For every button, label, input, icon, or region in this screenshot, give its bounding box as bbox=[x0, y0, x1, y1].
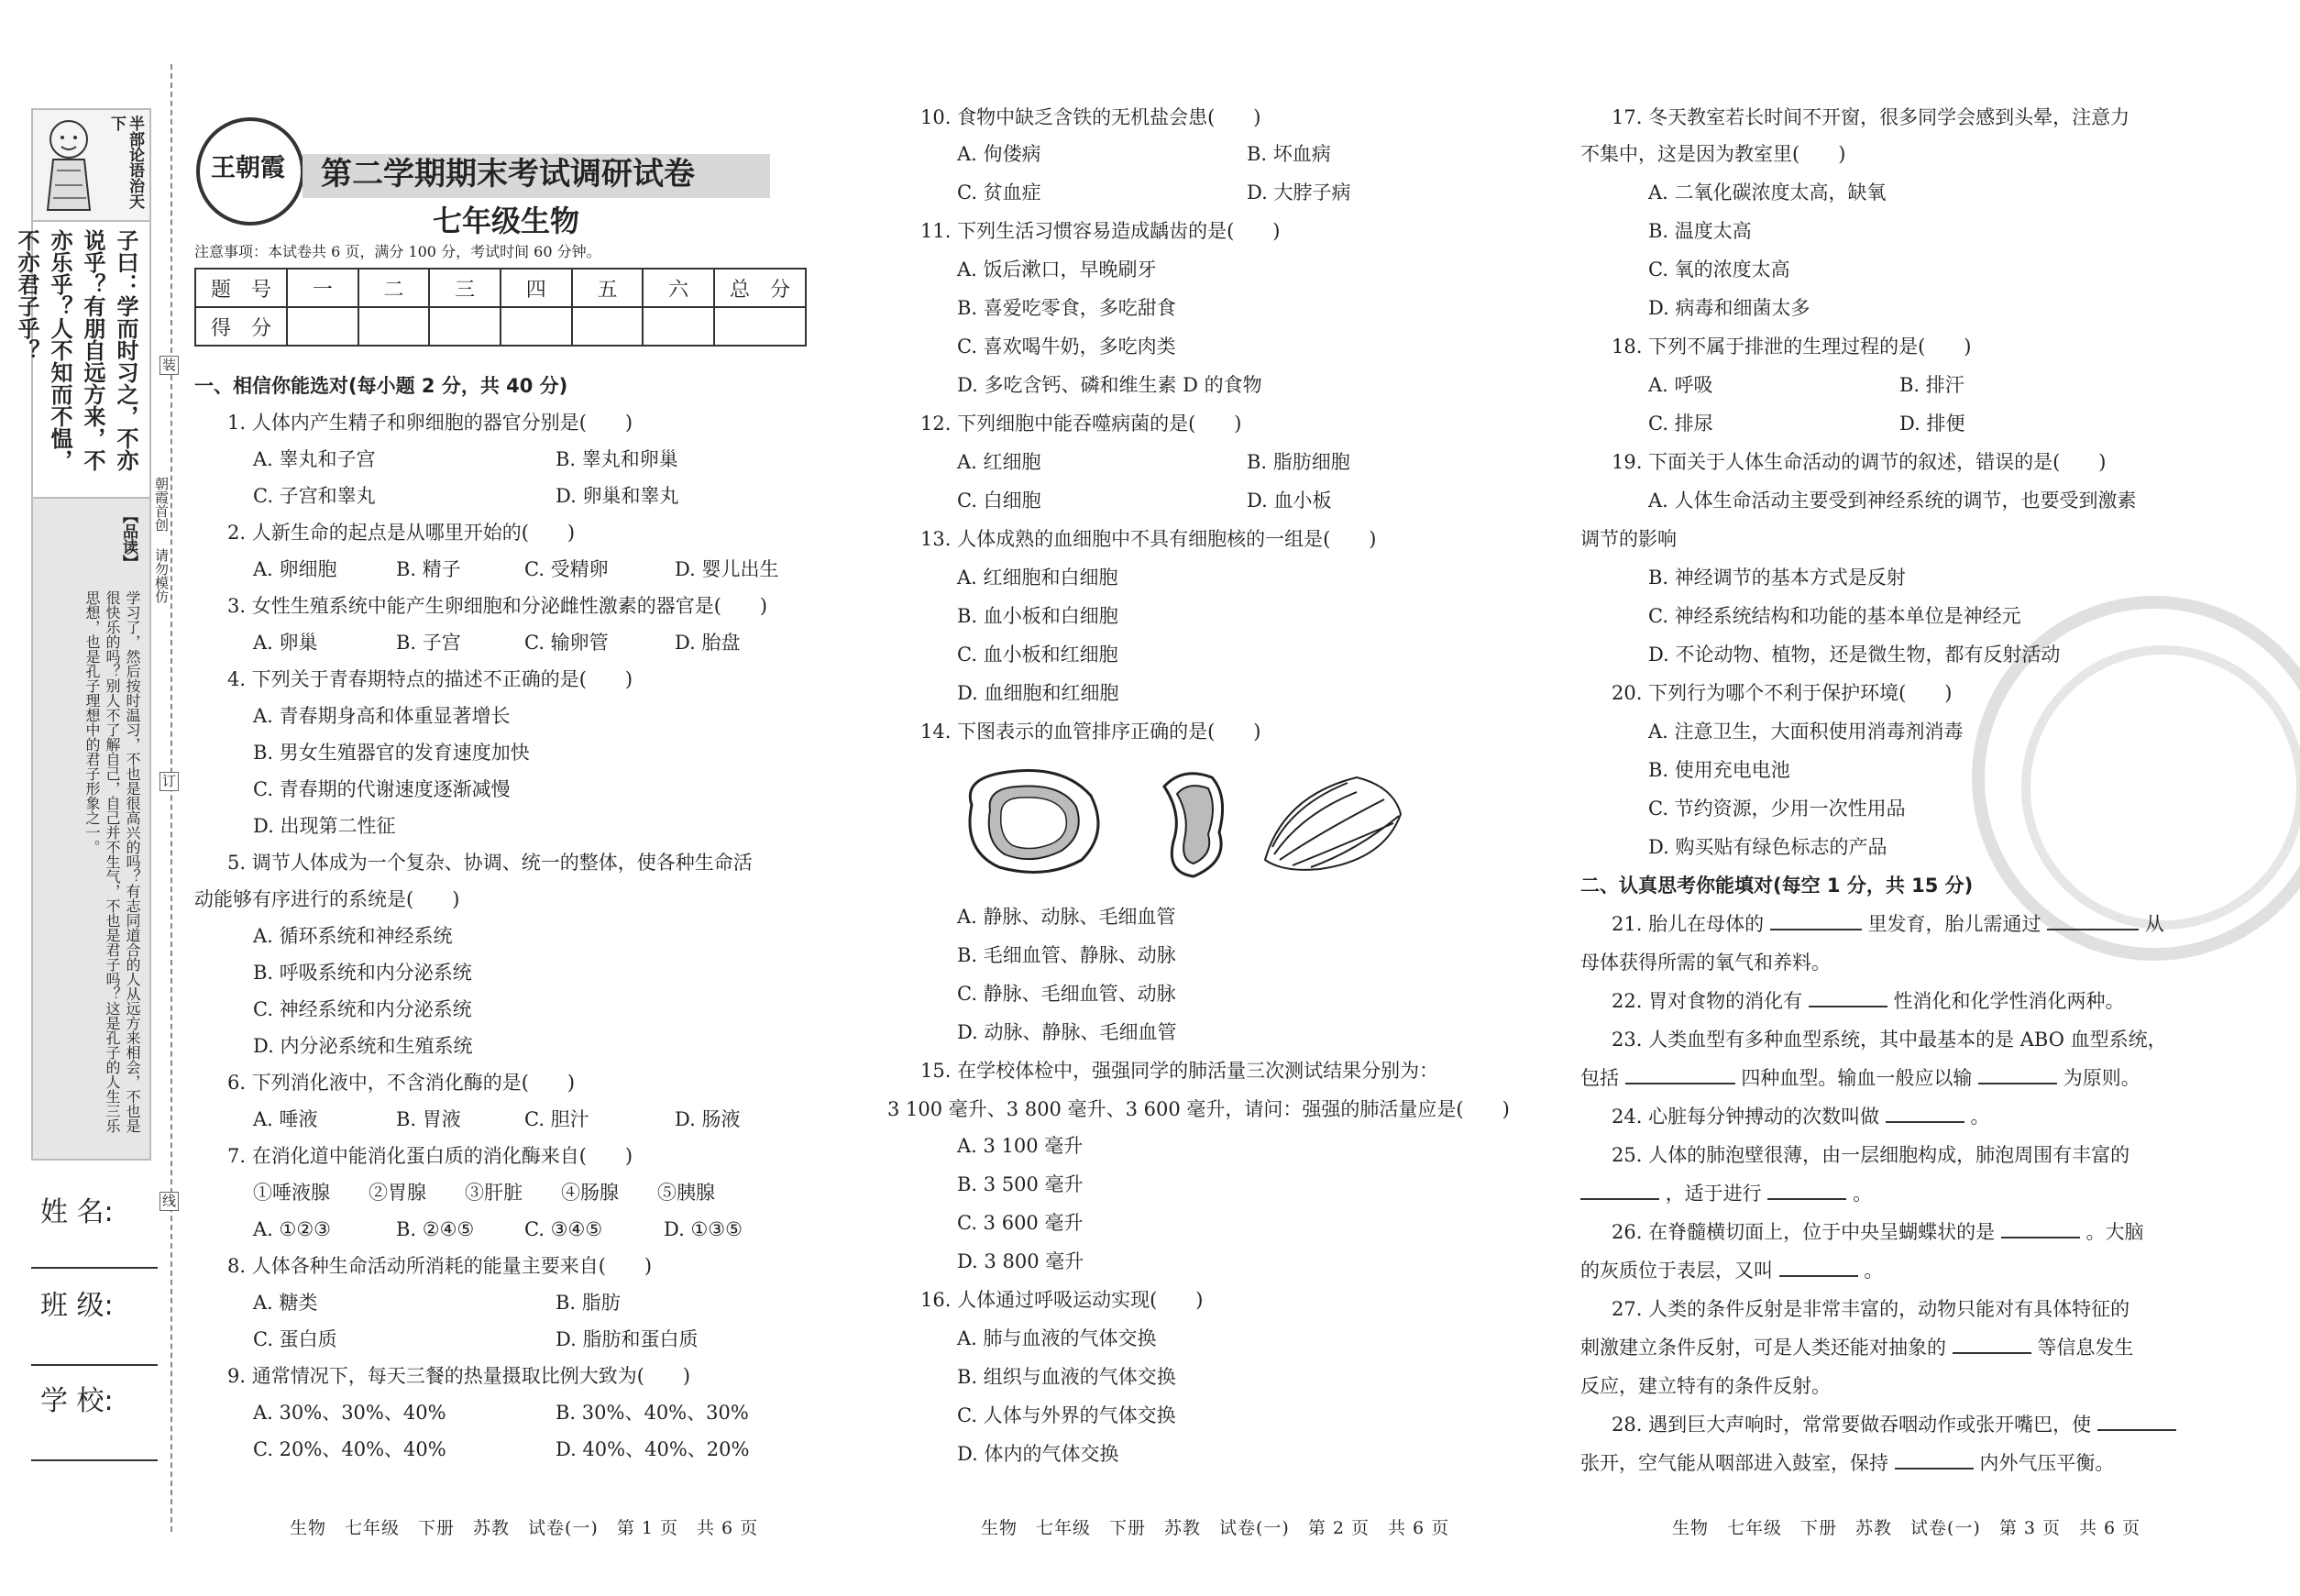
score-input-cell[interactable] bbox=[572, 307, 644, 346]
option: C. 人体与外界的气体交换 bbox=[957, 1404, 1176, 1426]
question-1: 1. 人体内产生精子和卵细胞的器官分别是( ) bbox=[227, 412, 633, 434]
option: C. 受精卵 bbox=[524, 558, 609, 580]
watermark-seal-inner bbox=[2021, 645, 2300, 930]
vessel-artery-drawing bbox=[970, 770, 1098, 872]
question-16: 16. 人体通过呼吸运动实现( ) bbox=[920, 1289, 1204, 1311]
option-cont: 调节的影响 bbox=[1580, 528, 1677, 550]
score-table-cell: 二 bbox=[358, 269, 430, 307]
question-19: 19. 下面关于人体生命活动的调节的叙述，错误的是( ) bbox=[1612, 451, 2107, 473]
option: B. 呼吸系统和内分泌系统 bbox=[253, 962, 472, 984]
option: B. 3 500 毫升 bbox=[957, 1173, 1084, 1195]
score-table-cell: 得 分 bbox=[195, 307, 287, 346]
option: B. 排汗 bbox=[1899, 374, 1964, 396]
option: C. ③④⑤ bbox=[524, 1218, 603, 1240]
question-6: 6. 下列消化液中，不含消化酶的是( ) bbox=[227, 1072, 576, 1094]
option: B. 坏血病 bbox=[1247, 143, 1331, 165]
option: A. 卵细胞 bbox=[253, 558, 337, 580]
option: D. 出现第二性征 bbox=[253, 815, 396, 837]
option: D. 动脉、静脉、毛细血管 bbox=[957, 1021, 1177, 1043]
page-footer-3: 生物 七年级 下册 苏教 试卷(一) 第 3 页 共 6 页 bbox=[1672, 1518, 2141, 1538]
answer-blank[interactable] bbox=[1809, 1006, 1887, 1007]
score-table-score-row bbox=[195, 307, 806, 346]
question-20: 20. 下列行为哪个不利于保护环境( ) bbox=[1612, 682, 1953, 704]
option: C. 血小板和红细胞 bbox=[957, 644, 1118, 666]
answer-blank[interactable] bbox=[1978, 1083, 2057, 1084]
option: C. 青春期的代谢速度逐渐减慢 bbox=[253, 778, 511, 800]
answer-blank[interactable] bbox=[2097, 1429, 2176, 1431]
option: D. 婴儿出生 bbox=[675, 558, 779, 580]
question-21-text-b: 里发育，胎儿需通过 bbox=[1867, 913, 2041, 935]
binding-line bbox=[171, 64, 172, 1532]
class-underline bbox=[31, 1364, 158, 1366]
option: D. 胎盘 bbox=[675, 632, 741, 654]
section-2-heading: 二、认真思考你能填对(每空 1 分，共 15 分) bbox=[1580, 875, 1974, 897]
option: B. 脂肪 bbox=[556, 1292, 621, 1314]
option: C. 喜欢喝牛奶，多吃肉类 bbox=[957, 336, 1176, 358]
question-27: 27. 人类的条件反射是非常丰富的，动物只能对有具体特征的 bbox=[1612, 1298, 2130, 1320]
option: A. 30%、30%、40% bbox=[253, 1402, 446, 1424]
answer-blank[interactable] bbox=[2047, 929, 2139, 930]
question-25-cont bbox=[1580, 1184, 1872, 1204]
option: A. 3 100 毫升 bbox=[957, 1135, 1084, 1157]
question-13: 13. 人体成熟的血细胞中不具有细胞核的一组是( ) bbox=[920, 528, 1377, 550]
answer-blank[interactable] bbox=[1953, 1352, 2031, 1354]
option: A. 卵巢 bbox=[253, 632, 318, 654]
question-23-text-c: 为原则。 bbox=[2063, 1067, 2140, 1089]
question-27-text-b: 等信息发生 bbox=[2037, 1337, 2134, 1359]
question-28-text-b: 张开，空气能从咽部进入鼓室，保持 bbox=[1580, 1452, 1888, 1474]
score-table bbox=[194, 268, 807, 347]
reading-note: 学习了，然后按时温习，不也是很高兴的吗？有志同道合的人从远方来相会，不也是很快乐的吗？别人不了解自己，自己并不生气，不也是君子吗？这是孔子的人生三乐思想，也是孔子理想中的君子形象之一。 bbox=[83, 590, 141, 1133]
option: D. 排便 bbox=[1899, 413, 1965, 435]
name-underline bbox=[31, 1267, 158, 1269]
class-label: 班 级: bbox=[40, 1290, 114, 1322]
option: B. 血小板和白细胞 bbox=[957, 605, 1118, 627]
option: B. ②④⑤ bbox=[396, 1218, 475, 1240]
option: C. 3 600 毫升 bbox=[957, 1212, 1084, 1234]
option: D. 大脖子病 bbox=[1247, 182, 1351, 204]
answer-blank[interactable] bbox=[1886, 1121, 1964, 1123]
score-input-cell[interactable] bbox=[643, 307, 714, 346]
option: C. 神经系统结构和功能的基本单位是神经元 bbox=[1648, 605, 2021, 627]
question-24-text-b: 。 bbox=[1970, 1106, 1990, 1128]
question-28-cont bbox=[1580, 1454, 2114, 1473]
score-table-cell: 六 bbox=[643, 269, 714, 307]
question-15-cont: 3 100 毫升、3 800 毫升、3 600 毫升，请问：强强的肺活量应是( ) bbox=[887, 1098, 1510, 1120]
option: D. 多吃含钙、磷和维生素 D 的食物 bbox=[957, 374, 1262, 396]
score-table-cell: 四 bbox=[501, 269, 572, 307]
option: A. 人体生命活动主要受到神经系统的调节，也要受到激素 bbox=[1648, 490, 2137, 512]
option: A. 睾丸和子宫 bbox=[253, 448, 376, 470]
question-25: 25. 人体的肺泡壁很薄，由一层细胞构成，肺泡周围有丰富的 bbox=[1612, 1144, 2130, 1166]
option: C. 氧的浓度太高 bbox=[1648, 259, 1790, 281]
question-10: 10. 食物中缺乏含铁的无机盐会患( ) bbox=[920, 106, 1261, 128]
option: A. 注意卫生，大面积使用消毒剂消毒 bbox=[1648, 721, 1964, 743]
question-24 bbox=[1612, 1107, 1989, 1127]
question-22 bbox=[1612, 992, 2124, 1011]
question-15: 15. 在学校体检中，强强同学的肺活量三次测试结果分别为： bbox=[920, 1060, 1439, 1082]
option: D. 肠液 bbox=[675, 1108, 741, 1130]
option: A. 青春期身高和体重显著增长 bbox=[253, 705, 511, 727]
option: A. 唾液 bbox=[253, 1108, 318, 1130]
option: A. 饭后漱口，早晚刷牙 bbox=[957, 259, 1157, 281]
option: D. 病毒和细菌太多 bbox=[1648, 297, 1810, 319]
question-26-text-d: 。 bbox=[1864, 1260, 1884, 1282]
option: B. 胃液 bbox=[396, 1108, 461, 1130]
question-21-cont: 母体获得所需的氧气和养料。 bbox=[1580, 952, 1831, 974]
option: D. 内分泌系统和生殖系统 bbox=[253, 1035, 473, 1057]
question-28-text-c: 内外气压平衡。 bbox=[1979, 1452, 2115, 1474]
question-12: 12. 下列细胞中能吞噬病菌的是( ) bbox=[920, 413, 1242, 435]
section-1-heading: 一、相信你能选对(每小题 2 分，共 40 分) bbox=[194, 375, 568, 397]
confucius-quote-box bbox=[14, 220, 151, 499]
option: B. 脂肪细胞 bbox=[1247, 451, 1350, 473]
question-24-text-a: 24. 心脏每分钟搏动的次数叫做 bbox=[1612, 1106, 1880, 1128]
question-7-items: ①唾液腺 ②胃腺 ③肝脏 ④肠腺 ⑤胰腺 bbox=[253, 1182, 715, 1204]
question-22-text-a: 22. 胃对食物的消化有 bbox=[1612, 990, 1803, 1012]
answer-blank[interactable] bbox=[1770, 929, 1862, 930]
binding-label-ding: 订 bbox=[160, 772, 179, 791]
binding-label-zhuang: 装 bbox=[160, 356, 179, 375]
option: C. 静脉、毛细血管、动脉 bbox=[957, 983, 1176, 1005]
option: D. 脂肪和蛋白质 bbox=[556, 1328, 699, 1350]
option: C. 贫血症 bbox=[957, 182, 1041, 204]
motto-vertical: 半部论语治天下 bbox=[107, 116, 144, 209]
option: A. 佝偻病 bbox=[957, 143, 1041, 165]
mascot-box bbox=[31, 108, 151, 222]
reading-note-box bbox=[31, 497, 151, 1161]
page-footer-2: 生物 七年级 下册 苏教 试卷(一) 第 2 页 共 6 页 bbox=[981, 1518, 1450, 1538]
score-table-cell: 三 bbox=[429, 269, 501, 307]
blood-vessel-figure bbox=[953, 759, 1430, 887]
score-table-cell: 总 分 bbox=[714, 269, 806, 307]
question-23: 23. 人类血型有多种血型系统，其中最基本的是 ABO 血型系统， bbox=[1612, 1029, 2167, 1051]
confucius-quote: 子曰：学而时习之，不亦说乎？有朋自远方来，不亦乐乎？人不知而不愠，不亦君子乎？ bbox=[14, 229, 138, 471]
question-9: 9. 通常情况下，每天三餐的热量摄取比例大致为( ) bbox=[227, 1365, 691, 1387]
score-table-cell: 一 bbox=[287, 269, 358, 307]
option: C. 20%、40%、40% bbox=[253, 1438, 446, 1460]
question-7: 7. 在消化道中能消化蛋白质的消化酶来自( ) bbox=[227, 1145, 633, 1167]
question-5: 5. 调节人体成为一个复杂、协调、统一的整体，使各种生命活 bbox=[227, 852, 753, 874]
question-26-text-c: 的灰质位于表层，又叫 bbox=[1580, 1260, 1773, 1282]
option: A. 循环系统和神经系统 bbox=[253, 925, 453, 947]
school-label: 学 校: bbox=[40, 1385, 114, 1417]
vessel-vein-drawing bbox=[1265, 777, 1401, 870]
option: A. 呼吸 bbox=[1648, 374, 1713, 396]
mascot-illustration bbox=[37, 114, 101, 215]
score-input-cell[interactable] bbox=[501, 307, 572, 346]
score-table-cell: 五 bbox=[572, 269, 644, 307]
option: D. 3 800 毫升 bbox=[957, 1250, 1084, 1272]
option: C. 排尿 bbox=[1648, 413, 1713, 435]
question-23-text-b: 四种血型。输血一般应以输 bbox=[1741, 1067, 1973, 1089]
question-25-text-a: ，适于进行 bbox=[1665, 1183, 1762, 1205]
option: C. 节约资源，少用一次性用品 bbox=[1648, 798, 1906, 820]
question-28 bbox=[1612, 1415, 2176, 1435]
logo-text: 王朝霞 bbox=[211, 154, 285, 182]
question-26 bbox=[1612, 1223, 2143, 1242]
question-23-text-a: 包括 bbox=[1580, 1067, 1619, 1089]
option: D. 不论动物、植物，还是微生物，都有反射活动 bbox=[1648, 644, 2061, 666]
logo bbox=[196, 117, 304, 226]
question-22-text-b: 性消化和化学性消化两种。 bbox=[1893, 990, 2125, 1012]
answer-blank[interactable] bbox=[1625, 1083, 1735, 1084]
question-26-cont bbox=[1580, 1261, 1883, 1281]
vessel-capillary-drawing bbox=[1164, 774, 1223, 876]
option: C. 蛋白质 bbox=[253, 1328, 337, 1350]
score-input-cell[interactable] bbox=[287, 307, 358, 346]
answer-blank[interactable] bbox=[1767, 1198, 1846, 1200]
question-26-text-b: 。大脑 bbox=[2085, 1221, 2144, 1243]
question-21-text-c: 从 bbox=[2144, 913, 2164, 935]
option: A. 红细胞 bbox=[957, 451, 1041, 473]
question-3: 3. 女性生殖系统中能产生卵细胞和分泌雌性激素的器官是( ) bbox=[227, 595, 768, 617]
question-21 bbox=[1612, 915, 2164, 934]
reading-note-title: 【品读】 bbox=[119, 508, 138, 570]
question-2: 2. 人新生命的起点是从哪里开始的( ) bbox=[227, 522, 576, 544]
school-underline bbox=[31, 1459, 158, 1461]
option: A. ①②③ bbox=[253, 1218, 331, 1240]
question-26-text-a: 26. 在脊髓横切面上，位于中央呈蝴蝶状的是 bbox=[1612, 1221, 1996, 1243]
option: B. 30%、40%、30% bbox=[556, 1402, 749, 1424]
exam-title: 第二学期期末考试调研试卷 bbox=[321, 156, 695, 193]
option: B. 使用充电电池 bbox=[1648, 759, 1790, 781]
option: D. 卵巢和睾丸 bbox=[556, 485, 679, 507]
option: B. 睾丸和卵巢 bbox=[556, 448, 678, 470]
question-17-cont: 不集中，这是因为教室里( ) bbox=[1580, 143, 1846, 165]
score-table-header-row bbox=[195, 269, 806, 307]
option: B. 喜爱吃零食，多吃甜食 bbox=[957, 297, 1176, 319]
option: B. 精子 bbox=[396, 558, 461, 580]
option: C. 神经系统和内分泌系统 bbox=[253, 998, 472, 1020]
option: C. 输卵管 bbox=[524, 632, 609, 654]
question-21-text-a: 21. 胎儿在母体的 bbox=[1612, 913, 1765, 935]
option: C. 白细胞 bbox=[957, 490, 1041, 512]
question-27-cont bbox=[1580, 1338, 2133, 1358]
question-25-text-b: 。 bbox=[1853, 1183, 1873, 1205]
question-23-cont bbox=[1580, 1069, 2140, 1088]
option: B. 毛细血管、静脉、动脉 bbox=[957, 944, 1176, 966]
answer-blank[interactable] bbox=[1895, 1468, 1974, 1469]
option: A. 静脉、动脉、毛细血管 bbox=[957, 906, 1176, 928]
question-14: 14. 下图表示的血管排序正确的是( ) bbox=[920, 721, 1261, 743]
exam-subtitle: 七年级生物 bbox=[433, 204, 580, 238]
option: D. ①③⑤ bbox=[664, 1218, 743, 1240]
question-27-text-a: 刺激建立条件反射，可是人类还能对抽象的 bbox=[1580, 1337, 1946, 1359]
answer-blank[interactable] bbox=[1580, 1198, 1659, 1200]
binding-label-xian: 线 bbox=[160, 1192, 179, 1211]
question-11: 11. 下列生活习惯容易造成龋齿的是( ) bbox=[920, 220, 1281, 242]
option: B. 子宫 bbox=[396, 632, 461, 654]
exam-notice: 注意事项：本试卷共 6 页，满分 100 分，考试时间 60 分钟。 bbox=[194, 243, 601, 260]
option: A. 肺与血液的气体交换 bbox=[957, 1327, 1157, 1349]
answer-blank[interactable] bbox=[2001, 1237, 2080, 1238]
option: A. 糖类 bbox=[253, 1292, 318, 1314]
option: B. 神经调节的基本方式是反射 bbox=[1648, 567, 1906, 589]
option: A. 二氧化碳浓度太高，缺氧 bbox=[1648, 182, 1887, 204]
option: C. 胆汁 bbox=[524, 1108, 589, 1130]
option: D. 血细胞和红细胞 bbox=[957, 682, 1119, 704]
question-4: 4. 下列关于青春期特点的描述不正确的是( ) bbox=[227, 668, 633, 690]
score-table-cell: 题 号 bbox=[195, 269, 287, 307]
option: B. 组织与血液的气体交换 bbox=[957, 1366, 1176, 1388]
option: D. 体内的气体交换 bbox=[957, 1443, 1119, 1465]
score-input-cell[interactable] bbox=[429, 307, 501, 346]
option: B. 男女生殖器官的发育速度加快 bbox=[253, 742, 530, 764]
question-27-cont-2: 反应，建立特有的条件反射。 bbox=[1580, 1375, 1831, 1397]
option: D. 40%、40%、20% bbox=[556, 1438, 750, 1460]
score-input-cell[interactable] bbox=[714, 307, 806, 346]
option: D. 血小板 bbox=[1247, 490, 1332, 512]
score-input-cell[interactable] bbox=[358, 307, 430, 346]
question-17: 17. 冬天教室若长时间不开窗，很多同学会感到头晕，注意力 bbox=[1612, 106, 2130, 128]
question-8: 8. 人体各种生命活动所消耗的能量主要来自( ) bbox=[227, 1255, 653, 1277]
question-18: 18. 下列不属于排泄的生理过程的是( ) bbox=[1612, 336, 1972, 358]
answer-blank[interactable] bbox=[1779, 1275, 1858, 1277]
question-5-cont: 动能够有序进行的系统是( ) bbox=[194, 888, 460, 910]
question-28-text-a: 28. 遇到巨大声响时，常常要做吞咽动作或张开嘴巴，使 bbox=[1612, 1414, 2092, 1436]
copyright-vertical: 朝霞首创 请勿模仿 bbox=[153, 477, 170, 603]
option: B. 温度太高 bbox=[1648, 220, 1752, 242]
option: A. 红细胞和白细胞 bbox=[957, 567, 1118, 589]
page-footer-1: 生物 七年级 下册 苏教 试卷(一) 第 1 页 共 6 页 bbox=[290, 1518, 759, 1538]
option: C. 子宫和睾丸 bbox=[253, 485, 376, 507]
option: D. 购买贴有绿色标志的产品 bbox=[1648, 836, 1887, 858]
name-label: 姓 名: bbox=[40, 1196, 114, 1228]
